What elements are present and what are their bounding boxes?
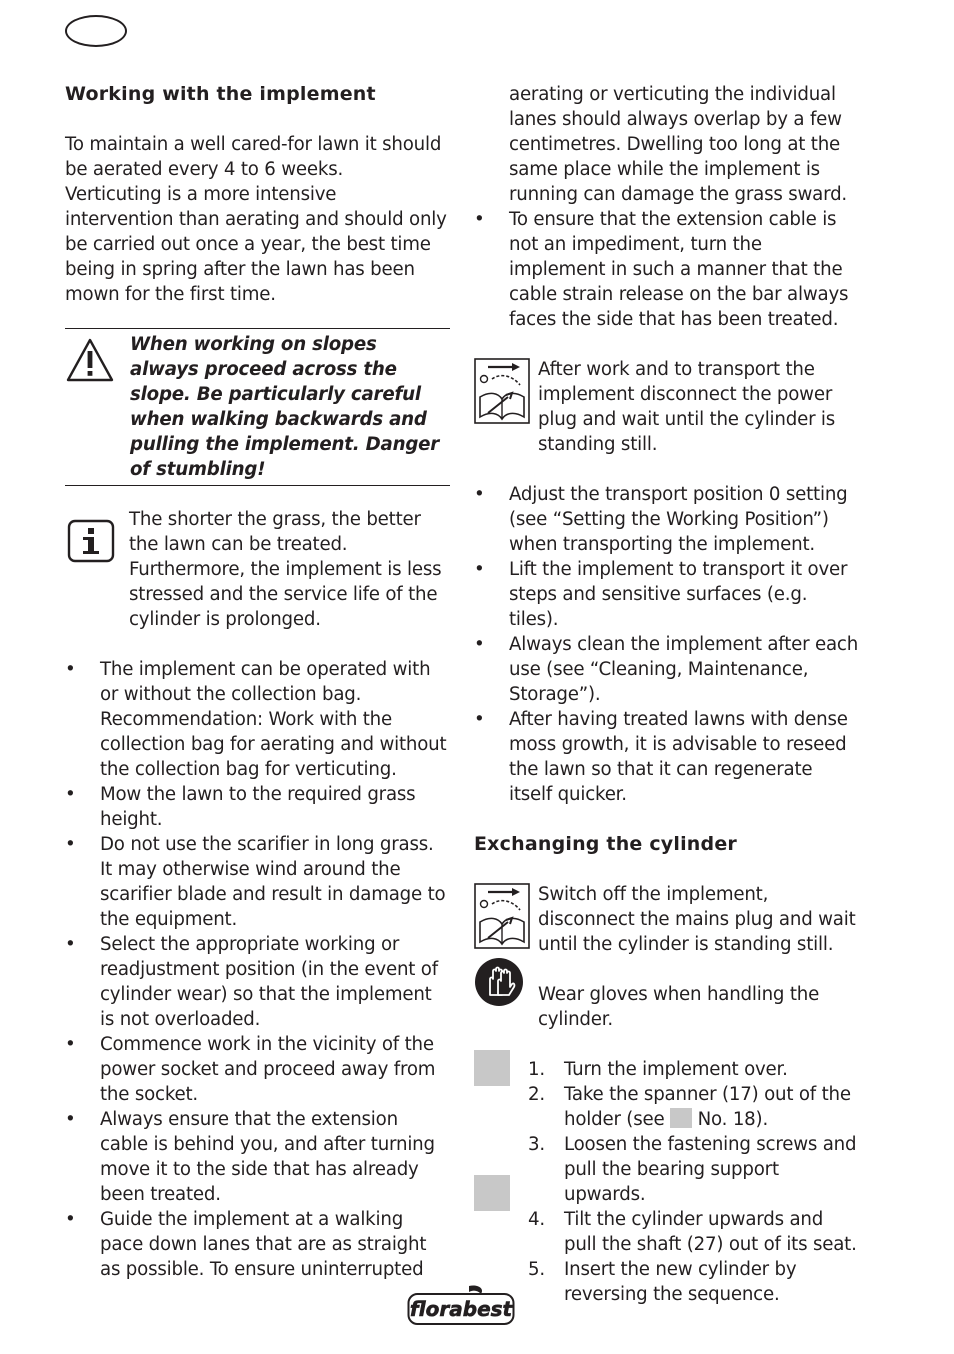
steps-block xyxy=(474,1057,859,1307)
section-heading-working: Working with the implement xyxy=(65,83,376,105)
list-item: • Guide the implement at a walking pace down lanes that are as straight as possible. To ensure uninterrupted xyxy=(65,1207,450,1282)
info-note xyxy=(65,507,450,632)
list-item: • Lift the implement to transport it over steps and sensitive surfaces (e.g. tiles). xyxy=(474,557,859,632)
intro-paragraph-2: Verticuting is a more intensive intervention than aerating and should only be carried out once a year, the best time being in spring after the lawn has been mown for the first time. xyxy=(65,184,447,305)
logo-wordmark: florabest xyxy=(409,1297,513,1321)
step-number: 2. xyxy=(528,1084,545,1105)
list-item: • Mow the lawn to the required grass height. xyxy=(65,782,450,832)
list-item: • Always clean the implement after each use (see “Cleaning, Maintenance, Storage”). xyxy=(474,632,859,707)
warning-text: When working on slopes always proceed across the slope. Be particularly careful when walking backwards and pulling the implement. Danger of stumbling! xyxy=(130,334,440,480)
transport-bullet-list xyxy=(474,482,859,807)
list-item: • Always ensure that the extension cable is behind you, and after turning move it to the side that has already been treated. xyxy=(65,1107,450,1207)
list-item: • Select the appropriate working or readjustment position (in the event of cylinder wear) so that the implement is not overloaded. xyxy=(65,932,450,1032)
intro-paragraph-1: To maintain a well cared-for lawn it should be aerated every 4 to 6 weeks. xyxy=(65,134,442,180)
step-text: Insert the new cylinder by reversing the sequence. xyxy=(564,1259,797,1305)
step-item xyxy=(528,1132,859,1207)
gloves-icon xyxy=(474,957,524,1007)
gloves-text: Wear gloves when handling the cylinder. xyxy=(538,984,820,1030)
usage-bullet-list xyxy=(65,657,450,1282)
info-text: The shorter the grass, the better the lawn can be treated. Furthermore, the implement is less stressed and the service life of the cylinder is prolonged. xyxy=(129,509,442,630)
figure-reference-marker xyxy=(670,1108,692,1128)
warning-box xyxy=(65,328,450,486)
switch-off-note xyxy=(474,882,859,957)
step-number: 4. xyxy=(528,1209,545,1230)
language-badge xyxy=(65,15,127,47)
warning-triangle-icon xyxy=(65,337,115,383)
list-item-continuation xyxy=(474,82,859,207)
step-item xyxy=(528,1257,859,1307)
list-item: • Commence work in the vicinity of the power socket and proceed away from the socket. xyxy=(65,1032,450,1107)
step-item xyxy=(528,1082,859,1132)
step-number: 3. xyxy=(528,1134,545,1155)
left-column xyxy=(65,82,450,1282)
continued-bullet-list xyxy=(474,82,859,332)
step-item xyxy=(528,1207,859,1257)
switch-off-text: Switch off the implement, disconnect the mains plug and wait until the cylinder is standing still. xyxy=(538,884,856,955)
list-item: • After having treated lawns with dense moss growth, it is advisable to reseed the lawn so that it can regenerate itself quicker. xyxy=(474,707,859,807)
step-number: 1. xyxy=(528,1059,545,1080)
step-text: Loosen the fastening screws and pull the bearing support upwards. xyxy=(564,1134,857,1205)
list-item: • Adjust the transport position 0 setting (see “Setting the Working Position”) when transporting the implement. xyxy=(474,482,859,557)
section-heading-exchanging: Exchanging the cylinder xyxy=(474,833,737,855)
step-item xyxy=(528,1057,859,1082)
gloves-note xyxy=(474,957,859,1032)
florabest-logo xyxy=(407,1284,515,1326)
transport-note xyxy=(474,357,859,457)
step-text: Tilt the cylinder upwards and pull the shaft (27) out of its seat. xyxy=(564,1209,857,1255)
read-manual-unplug-icon xyxy=(474,357,530,425)
step-text: No. 18). xyxy=(697,1109,769,1130)
list-item: • To ensure that the extension cable is not an impediment, turn the implement in such a manner that the cable strain release on the bar always faces the side that has been treated. xyxy=(474,207,859,332)
step-text: Take the spanner (17) out of the holder (see xyxy=(564,1084,851,1130)
step-number: 5. xyxy=(528,1259,545,1280)
step-text: Turn the implement over. xyxy=(564,1059,788,1080)
figure-marker-2 xyxy=(474,1175,510,1211)
list-item: • Do not use the scarifier in long grass. It may otherwise wind around the scarifier blade and result in damage to the equipment. xyxy=(65,832,450,932)
figure-marker-1 xyxy=(474,1050,510,1086)
read-manual-unplug-icon xyxy=(474,882,530,950)
right-column xyxy=(474,82,859,1307)
exchange-steps-list xyxy=(474,1057,859,1307)
transport-note-text: After work and to transport the implement disconnect the power plug and wait until the cylinder is standing still. xyxy=(538,359,836,455)
list-item: • The implement can be operated with or without the collection bag. Recommendation: Work with the collection bag for aerating and without the collection bag for verticuting. xyxy=(65,657,450,782)
continuation-text: aerating or verticuting the individual lanes should always overlap by a few centimetres. Dwelling too long at the same place while the implement is running can damage the grass sward. xyxy=(509,84,847,205)
info-icon xyxy=(67,519,115,563)
